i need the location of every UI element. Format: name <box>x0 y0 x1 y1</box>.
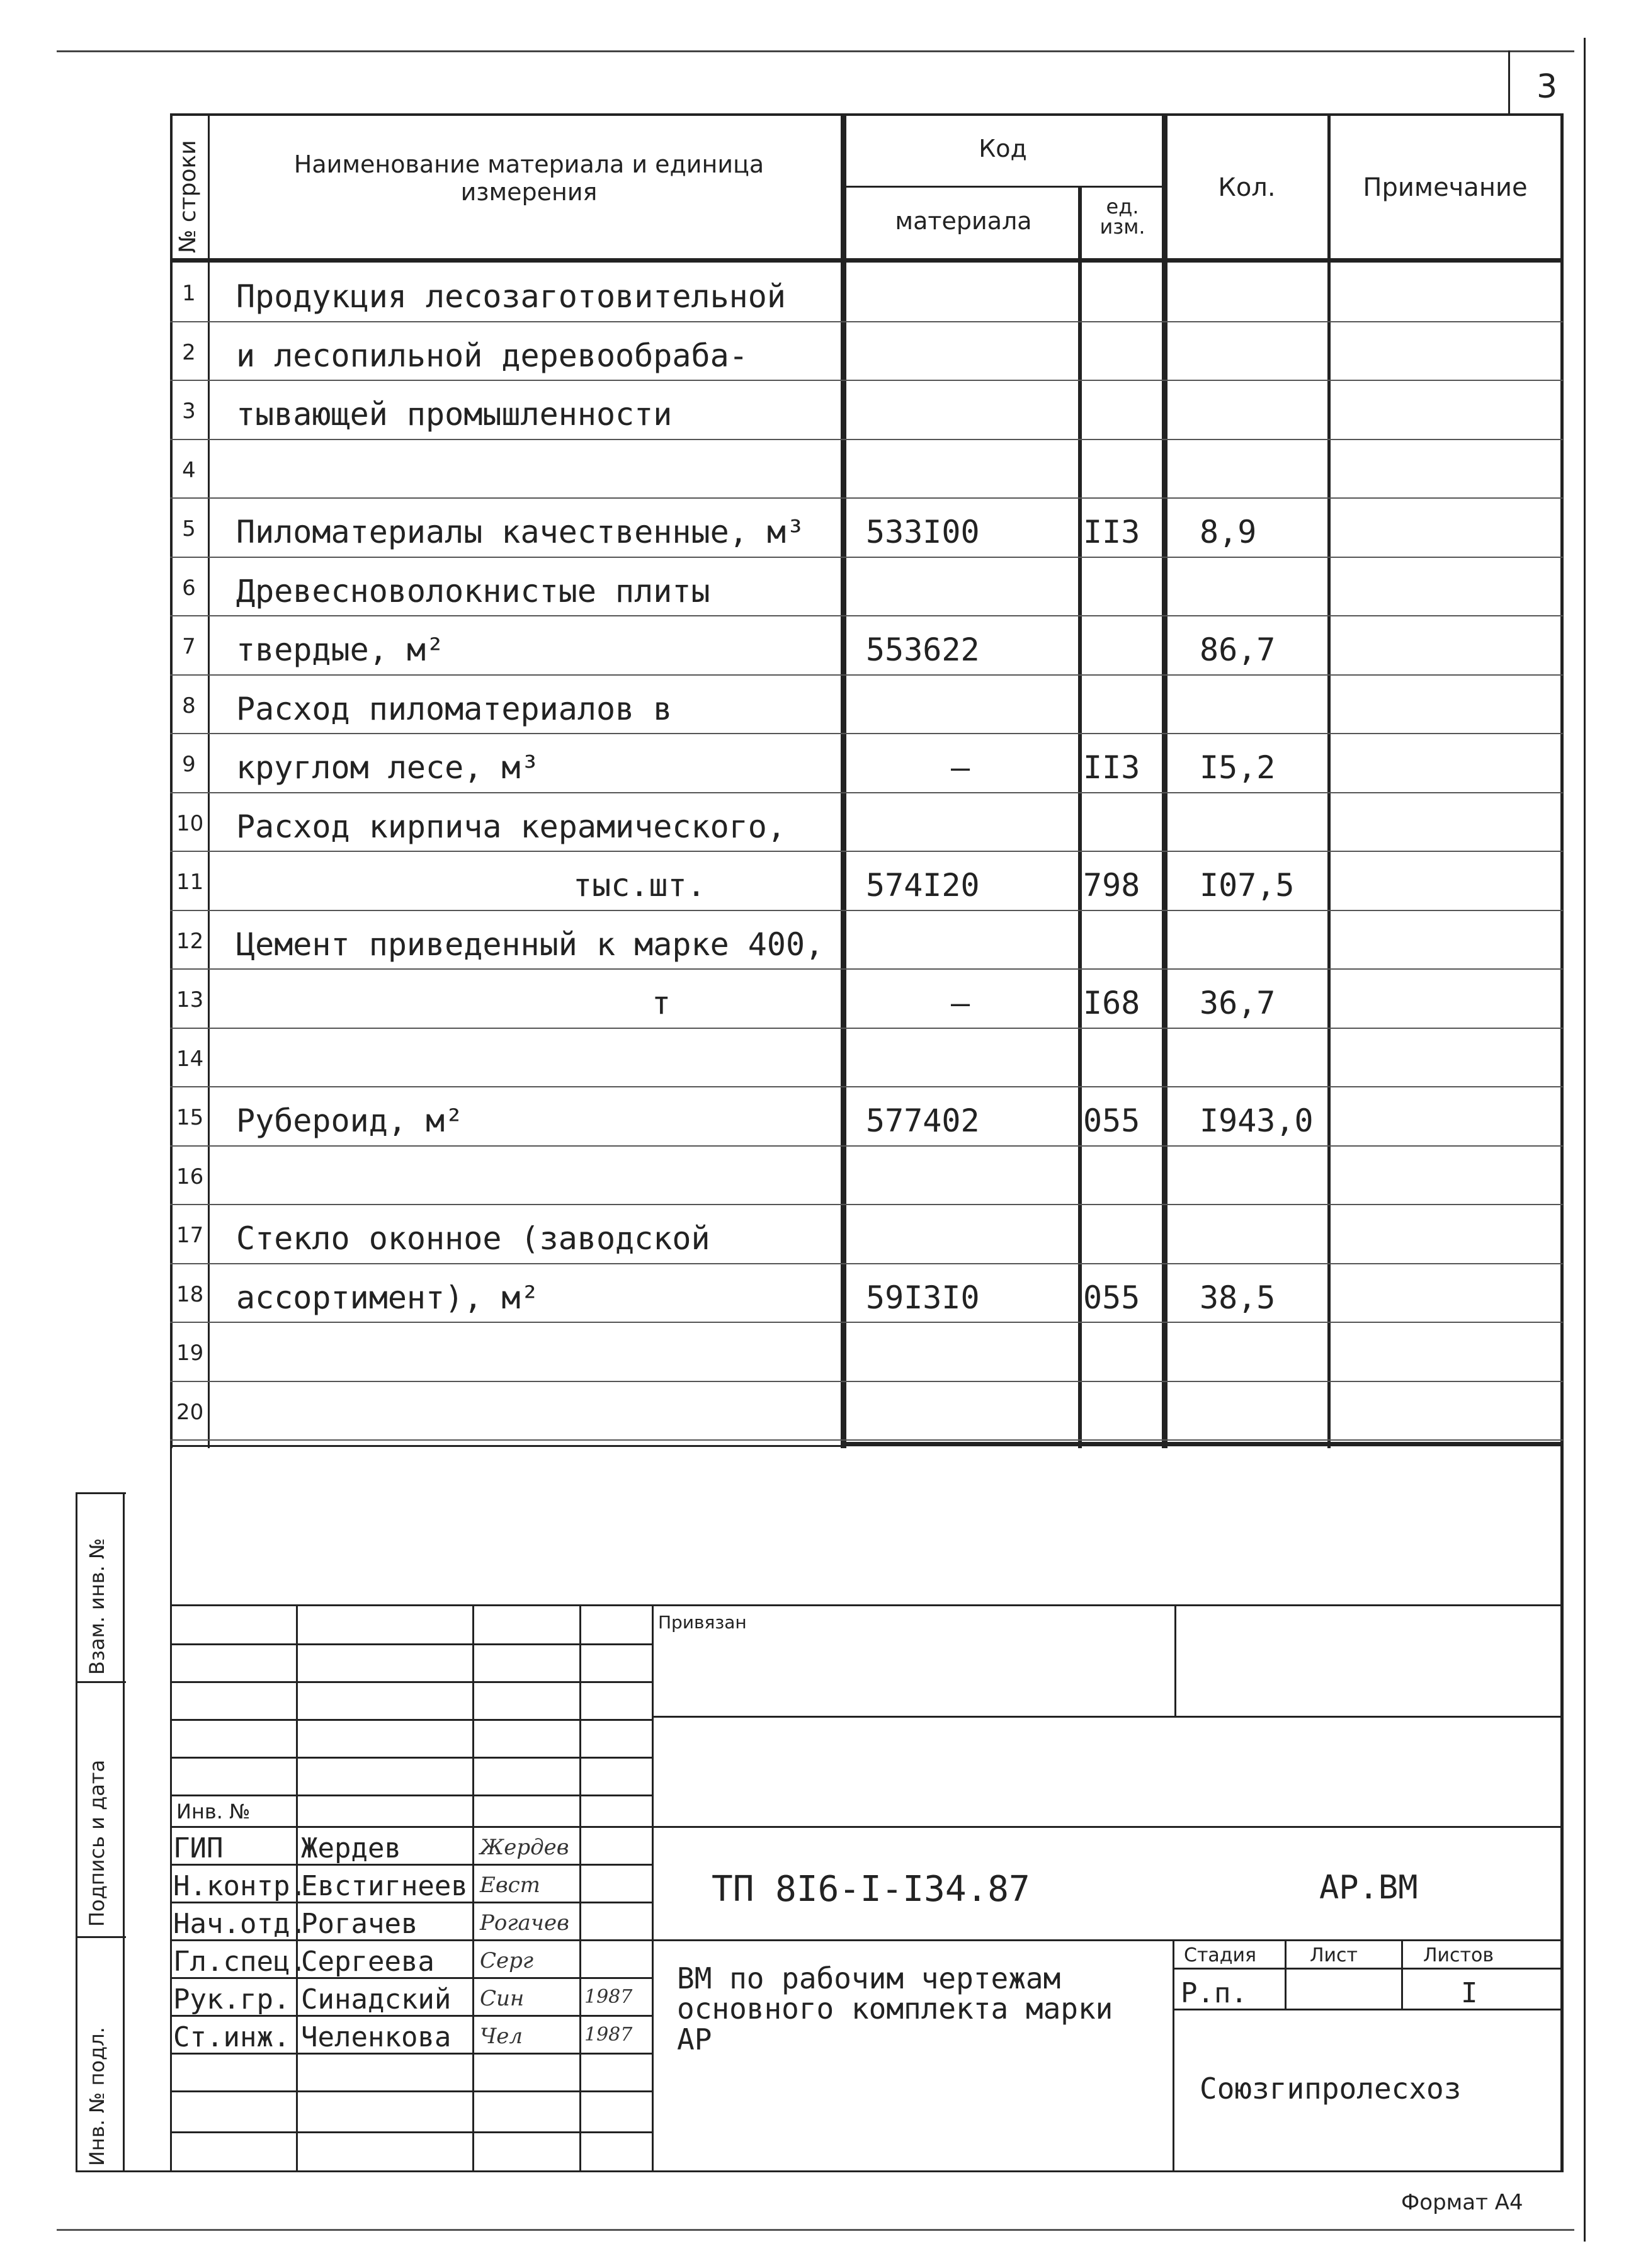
row-divider <box>170 1322 1563 1323</box>
row-name: Расход пиломатериалов в <box>236 691 673 727</box>
stamp-name: Сергеева <box>301 1946 435 1978</box>
stamp-col-3 <box>579 1604 581 2171</box>
row-unit: II3 <box>1083 749 1140 786</box>
stamp-row-line <box>170 1864 654 1866</box>
stage-label-line <box>1173 1968 1563 1970</box>
stamp-name: Рогачев <box>301 1908 418 1940</box>
right-edge-line <box>1584 38 1586 2242</box>
row-qty: 38,5 <box>1200 1279 1276 1316</box>
stamp-name: Синадский <box>301 1983 452 2016</box>
format-label: Формат А4 <box>1401 2190 1523 2215</box>
stamp-row-line <box>170 1757 654 1759</box>
row-divider <box>170 733 1563 734</box>
row-divider <box>170 1145 1563 1147</box>
inv-no-label: Инв. № <box>176 1800 251 1823</box>
row-name: Рубероид, м² <box>236 1103 464 1139</box>
privyazan-right-col <box>1174 1604 1176 1718</box>
row-number: 4 <box>182 458 196 483</box>
row-name: Пиломатериалы качественные, м³ <box>236 514 805 550</box>
row-name: Цемент приведенный к марке 400, <box>236 926 824 963</box>
col-line-1 <box>208 113 210 1448</box>
row-number: 9 <box>182 752 196 777</box>
side-sep-2 <box>76 1936 126 1938</box>
row-number: 19 <box>176 1341 204 1366</box>
row-divider <box>170 321 1563 322</box>
row-divider <box>170 851 1563 852</box>
row-number: 2 <box>182 340 196 365</box>
side-podpis: Подпись и дата <box>85 1759 109 1927</box>
bottom-edge-line <box>57 2229 1574 2231</box>
row-qty: I943,0 <box>1200 1103 1314 1139</box>
row-divider <box>170 497 1563 499</box>
row-divider <box>170 380 1563 381</box>
side-vzam: Взам. инв. № <box>85 1538 109 1675</box>
table-top-border <box>170 113 1563 116</box>
row-name: т <box>652 985 671 1021</box>
header-row-no: № строки <box>175 140 201 253</box>
row-number: 15 <box>176 1105 204 1130</box>
side-top <box>76 1492 126 1494</box>
sheets-value: I <box>1461 1977 1478 2009</box>
stamp-right-line <box>1560 1448 1564 2172</box>
row-divider <box>170 910 1563 911</box>
stamp-row-line <box>170 2090 654 2092</box>
stage-left-col <box>1173 1939 1174 2172</box>
row-number: 3 <box>182 399 196 424</box>
row-divider <box>170 1439 1563 1441</box>
stamp-name: Евстигнеев <box>301 1870 468 1902</box>
row-number: 11 <box>176 870 204 895</box>
privyazan-bottom <box>652 1716 1562 1718</box>
stamp-top-line <box>170 1604 1563 1606</box>
row-name: тывающей промышленности <box>236 396 673 433</box>
side-bottom <box>76 2170 126 2172</box>
row-code: – <box>950 749 970 786</box>
stamp-row-line <box>170 1795 654 1796</box>
doc-title: ВМ по рабочим чертежам основного комплекта марки АР <box>677 1961 1113 2056</box>
stamp-left-line <box>170 1448 172 2172</box>
row-qty: 8,9 <box>1200 514 1257 550</box>
row-number: 8 <box>182 693 196 718</box>
side-inv-podl: Инв. № подл. <box>85 2027 109 2166</box>
row-qty: I07,5 <box>1200 867 1295 904</box>
row-name: Древесноволокнистые плиты <box>236 573 710 610</box>
row-name: ассортимент), м² <box>236 1279 540 1316</box>
header-code: Код <box>979 135 1027 162</box>
header-name: Наименование материала и единица измерения <box>293 150 764 206</box>
stamp-role: Нач.отд. <box>173 1908 307 1940</box>
stage-value: Р.п. <box>1181 1977 1247 2009</box>
stamp-signature: Серг <box>480 1948 534 1973</box>
row-name: тыс.шт. <box>573 867 706 904</box>
stamp-row-line <box>170 1643 654 1645</box>
side-line-outer <box>76 1492 77 2172</box>
row-divider <box>170 439 1563 440</box>
side-line-inner <box>123 1492 125 2172</box>
row-number: 10 <box>176 811 204 836</box>
header-code-unit: ед. изм. <box>1099 195 1145 239</box>
row-code: 553622 <box>866 632 980 668</box>
stamp-row-line <box>170 2131 654 2133</box>
page-number-box-left <box>1508 50 1510 113</box>
row-divider <box>170 557 1563 558</box>
row-name: твердые, м² <box>236 632 445 668</box>
table-right-border <box>1560 113 1564 1448</box>
table-bottom-line <box>170 1445 844 1447</box>
row-name: Расход кирпича керамического, <box>236 808 786 845</box>
row-divider <box>170 1028 1563 1029</box>
stamp-name: Жердев <box>301 1832 401 1864</box>
row-number: 17 <box>176 1223 204 1248</box>
stamp-row-line <box>170 1719 654 1721</box>
row-qty: 36,7 <box>1200 985 1276 1021</box>
row-number: 6 <box>182 576 196 601</box>
col-line-3 <box>1078 186 1082 1448</box>
stage-label: Стадия <box>1184 1944 1257 1966</box>
row-name: круглом лесе, м³ <box>236 749 540 786</box>
table-bottom-thick <box>841 1442 1563 1446</box>
row-number: 16 <box>176 1164 204 1189</box>
stage-col-3 <box>1401 1939 1403 2009</box>
sheets-label: Листов <box>1423 1944 1494 1966</box>
privyazan-label: Привязан <box>658 1612 747 1633</box>
stamp-role: ГИП <box>173 1832 224 1864</box>
mark-code: АР.ВМ <box>1319 1869 1418 1907</box>
row-number: 18 <box>176 1282 204 1307</box>
row-code: 574I20 <box>866 867 980 904</box>
doc-code-top <box>652 1826 1562 1828</box>
header-code-material: материала <box>895 207 1032 235</box>
stamp-role: Рук.гр. <box>173 1983 290 2016</box>
row-number: 20 <box>176 1400 204 1425</box>
row-number: 5 <box>182 516 196 541</box>
stamp-bottom-line <box>123 2170 1563 2172</box>
top-edge-line <box>57 50 1574 52</box>
row-qty: 86,7 <box>1200 632 1276 668</box>
row-divider <box>170 1263 1563 1264</box>
row-name: Стекло оконное (заводской <box>236 1220 710 1257</box>
table-left-border <box>170 113 173 1448</box>
row-unit: 798 <box>1083 867 1140 904</box>
row-number: 7 <box>182 634 196 659</box>
stamp-signature: Син <box>480 1986 525 2011</box>
code-subheader-line <box>841 186 1165 188</box>
stamp-role: Н.контр. <box>173 1870 307 1902</box>
row-code: 59I3I0 <box>866 1279 980 1316</box>
row-divider <box>170 792 1563 793</box>
stamp-name: Челенкова <box>301 2021 452 2053</box>
row-number: 14 <box>176 1046 204 1072</box>
stamp-row-line <box>170 1826 654 1828</box>
row-name: и лесопильной деревообраба- <box>236 337 748 374</box>
row-divider <box>170 968 1563 970</box>
row-name: Продукция лесозаготовительной <box>236 278 786 315</box>
row-code: 577402 <box>866 1103 980 1139</box>
row-number: 1 <box>182 281 196 306</box>
stamp-col-2 <box>472 1604 474 2171</box>
row-unit: II3 <box>1083 514 1140 550</box>
stamp-signature: Евст <box>480 1873 540 1898</box>
col-line-4 <box>1162 113 1167 1448</box>
stamp-signature: Жердев <box>480 1835 569 1860</box>
doc-code-bottom <box>652 1939 1562 1941</box>
row-divider <box>170 674 1563 676</box>
row-divider <box>170 1381 1563 1382</box>
col-line-2 <box>841 113 846 1448</box>
header-note: Примечание <box>1363 173 1528 202</box>
row-divider <box>170 1204 1563 1205</box>
header-bottom-line <box>170 258 1563 263</box>
row-code: – <box>950 985 970 1021</box>
stamp-signature: Рогачев <box>480 1910 569 1936</box>
doc-code: ТП 8I6-I-I34.87 <box>712 1869 1030 1910</box>
row-qty: I5,2 <box>1200 749 1276 786</box>
organization: Союзгипролесхоз <box>1200 2072 1462 2106</box>
side-sep-1 <box>76 1681 126 1683</box>
stamp-col-4 <box>652 1604 654 2171</box>
stamp-row-line <box>170 1681 654 1683</box>
row-number: 13 <box>176 987 204 1012</box>
row-divider <box>170 615 1563 616</box>
header-qty: Кол. <box>1218 173 1276 202</box>
row-code: 533I00 <box>866 514 980 550</box>
row-number: 12 <box>176 929 204 954</box>
row-unit: 055 <box>1083 1279 1140 1316</box>
stage-col-2 <box>1285 1939 1287 2009</box>
stamp-date: 1987 <box>584 1986 633 2008</box>
stamp-date: 1987 <box>584 2024 633 2046</box>
sheet-label: Лист <box>1310 1944 1358 1966</box>
row-unit: 055 <box>1083 1103 1140 1139</box>
stamp-role: Гл.спец. <box>173 1946 307 1978</box>
col-line-5 <box>1327 113 1331 1448</box>
stamp-signature: Чел <box>480 2024 523 2049</box>
row-divider <box>170 1086 1563 1087</box>
row-unit: I68 <box>1083 985 1140 1021</box>
page-number: 3 <box>1537 68 1558 106</box>
stamp-role: Ст.инж. <box>173 2021 290 2053</box>
